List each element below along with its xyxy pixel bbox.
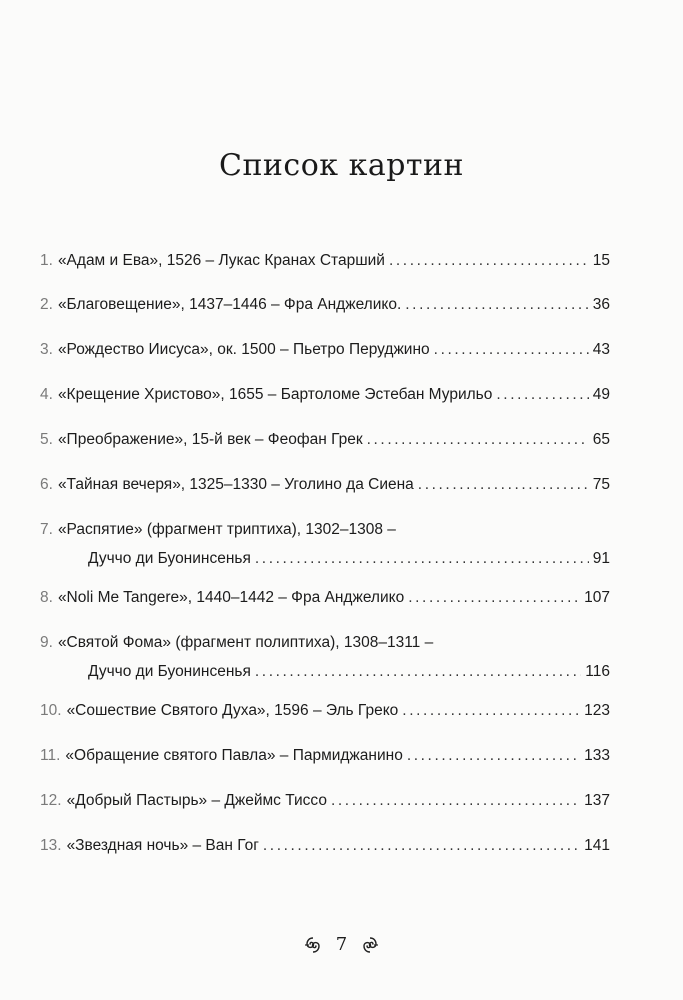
dot-leader — [418, 474, 589, 496]
dot-leader — [331, 790, 580, 812]
entry-text-continued: Дуччо ди Буонинсенья — [88, 550, 251, 567]
entry-text: «Святой Фома» (фрагмент полиптиха), 1308–1311 – — [57, 634, 434, 651]
dot-leader — [402, 700, 580, 722]
entry-text: «Noli Me Tangere», 1440–1442 – Фра Анджелико — [57, 589, 405, 606]
entry-number: 4. — [40, 386, 53, 403]
entry-text-continued: Дуччо ди Буонинсенья — [88, 663, 251, 680]
entry-page: 36 — [592, 296, 610, 313]
entry-text: «Тайная вечеря», 1325–1330 – Уголино да Сиена — [57, 476, 414, 493]
entry-text: «Рождество Иисуса», ок. 1500 – Пьетро Перуджино — [57, 341, 430, 358]
toc-entry[interactable] — [40, 339, 610, 361]
entry-page: 123 — [584, 702, 610, 719]
dot-leader — [496, 384, 588, 406]
entry-number: 5. — [40, 431, 53, 448]
entry-page: 91 — [592, 550, 610, 567]
floral-ornament-icon — [361, 936, 379, 954]
entry-text: «Благовещение», 1437–1446 – Фра Анджелико. — [57, 296, 402, 313]
entry-text: «Сошествие Святого Духа», 1596 – Эль Греко — [66, 702, 399, 719]
toc-entry[interactable] — [40, 250, 610, 272]
toc-entry[interactable] — [40, 587, 610, 609]
toc-entry[interactable] — [40, 429, 610, 451]
dot-leader — [434, 339, 589, 361]
entry-number: 7. — [40, 521, 53, 538]
entry-page: 133 — [584, 747, 610, 764]
dot-leader — [405, 294, 588, 316]
entry-text: «Звездная ночь» – Ван Гог — [66, 837, 259, 854]
entry-page: 75 — [592, 476, 610, 493]
toc-entry[interactable] — [40, 294, 610, 316]
entry-number: 8. — [40, 589, 53, 606]
entry-number: 11. — [40, 747, 61, 764]
dot-leader — [389, 250, 589, 272]
dot-leader — [263, 835, 580, 857]
entry-page: 65 — [592, 431, 610, 448]
dot-leader — [367, 429, 589, 451]
entry-text: «Обращение святого Павла» – Пармиджанино — [65, 747, 403, 764]
entry-number: 1. — [40, 252, 53, 269]
toc-entry[interactable] — [40, 632, 610, 683]
entry-number: 9. — [40, 634, 53, 651]
dot-leader — [408, 587, 580, 609]
toc-entry[interactable] — [40, 745, 610, 767]
entry-page: 49 — [592, 386, 610, 403]
entry-text: «Распятие» (фрагмент триптиха), 1302–1308 – — [57, 521, 396, 538]
toc-entry[interactable] — [40, 474, 610, 496]
entry-text: «Преображение», 15-й век – Феофан Грек — [57, 431, 363, 448]
entry-page: 137 — [584, 792, 610, 809]
dot-leader — [255, 661, 581, 683]
entry-text: «Добрый Пастырь» – Джеймс Тиссо — [66, 792, 327, 809]
entry-page: 141 — [584, 837, 610, 854]
dot-leader — [407, 745, 580, 767]
page-footer — [0, 934, 683, 955]
dot-leader — [255, 548, 589, 570]
entry-page: 43 — [592, 341, 610, 358]
toc-entry[interactable] — [40, 519, 610, 570]
toc-entry[interactable] — [40, 700, 610, 722]
entry-text: «Адам и Ева», 1526 – Лукас Кранах Старший — [57, 252, 385, 269]
entry-page: 116 — [585, 663, 610, 680]
entry-number: 6. — [40, 476, 53, 493]
toc-entry[interactable] — [40, 384, 610, 406]
entry-number: 13. — [40, 837, 62, 854]
entry-number: 2. — [40, 296, 53, 313]
toc-entry[interactable] — [40, 790, 610, 812]
entry-number: 12. — [40, 792, 62, 809]
toc-entry[interactable] — [40, 835, 610, 857]
entry-number: 10. — [40, 702, 62, 719]
entry-page: 15 — [592, 252, 610, 269]
floral-ornament-icon — [304, 936, 322, 954]
page-title: Список картин — [218, 148, 465, 183]
entry-text: «Крещение Христово», 1655 – Бартоломе Эстебан Мурильо — [57, 386, 493, 403]
entry-page: 107 — [584, 589, 610, 606]
page-number: 7 — [335, 934, 348, 955]
entry-number: 3. — [40, 341, 53, 358]
